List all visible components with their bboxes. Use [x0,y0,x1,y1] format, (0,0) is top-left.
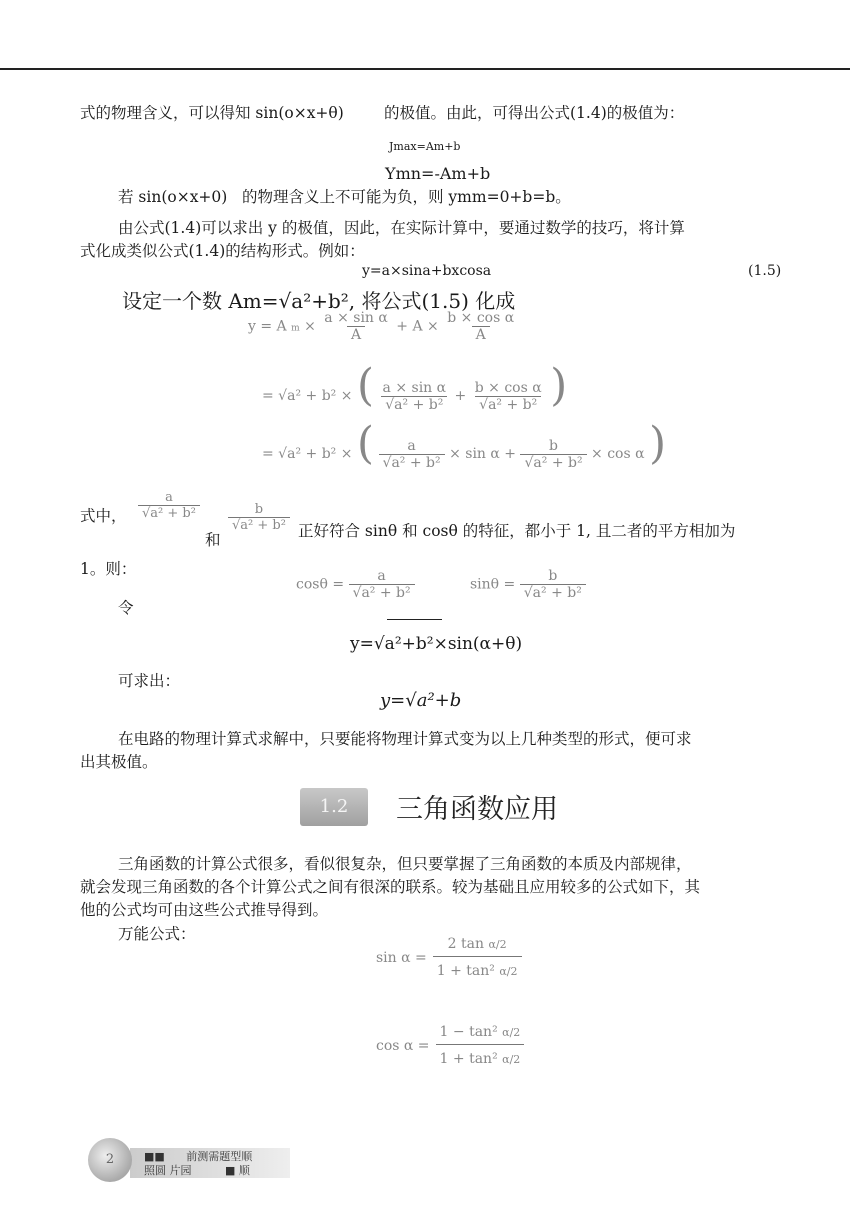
equation-ymin: Ymn=-Am+b [385,164,491,183]
fraction [471,380,546,413]
fraction-den: √a² + b² [138,505,200,521]
formula-cos-universal [376,1024,524,1067]
formula-line-3 [262,418,667,471]
paren: ( [356,418,375,469]
equation-jmax: Jmax=Am+b [389,140,461,153]
fraction-b [228,502,290,533]
text-line: 式中， [80,507,127,525]
equation-1-5: y=a×sina+bxcosa [362,263,492,279]
header-rule [0,68,850,70]
fraction-num: α/2 [502,1026,521,1039]
fraction [436,1024,525,1067]
fraction-num: a [165,490,173,505]
formula-text: = √a² + b² × [262,446,353,462]
section-title: 三角函数应用 [396,794,558,825]
paragraph-line: 就会发现三角函数的各个计算公式之间有很深的联系。较为基础且应用较多的公式如下，其 [80,878,701,896]
equation-y-result: y=√a²+b [380,690,462,711]
paragraph-line: 由公式(1.4)可以求出 y 的极值，因此，在实际计算中，要通过数学的技巧，将计算 [118,219,685,237]
fraction-num: b × cos α [474,379,542,396]
overline [387,619,442,620]
section-number-badge: 1.2 [300,788,368,826]
page-number-badge: 2 [88,1138,132,1182]
fraction-num: b [548,568,558,584]
text-line: 的物理含义上不可能为负，则 ymm=0+b=b。 [242,188,571,206]
text-line: 若 sin(o×x+0) [118,188,228,206]
text-line: 正好符合 sinθ 和 cosθ 的特征，都小于 1, 且二者的平方相加为 [298,522,736,540]
fraction-a [138,490,200,521]
sin-theta-def [470,568,586,601]
fraction [443,310,518,343]
formula-text: = √a² + b² × [262,388,353,404]
fraction-num: b × cos α [447,310,515,326]
equation-y-sin: y=√a²+b²×sin(α+θ) [350,634,523,654]
formula-text: sin α = [376,949,427,966]
subscript: m [291,323,300,334]
paragraph-line: 出其极值。 [80,753,158,771]
fraction [433,936,522,979]
cos-theta-def [296,568,415,601]
text-line: 和 [205,531,221,549]
fraction-den: √a² + b² [475,396,541,413]
fraction-den: A [347,326,365,343]
fraction-den: 1 + tan² [439,1051,498,1067]
equation-number: (1.5) [748,263,782,279]
fraction [320,310,392,343]
footer-label: ■■ [144,1150,165,1163]
paren: ) [649,418,667,469]
fraction-den: A [472,326,490,343]
formula-text: sinθ = [470,576,516,593]
footer-label: ■ 顺 [225,1164,250,1177]
formula-text: cos α = [376,1037,430,1054]
formula-line-1: y = A m × $\frac{\text{a × sin α}}{A}$ + A × $\frac{\text{b × cos α}}{A}$ [248,310,518,343]
fraction [520,438,586,471]
fraction-num: a [377,568,386,584]
text-line: 1。则： [80,560,137,578]
fraction-num: α/2 [488,938,507,951]
fraction [379,438,445,471]
fraction-num: 2 tan [447,936,485,952]
formula-sin-universal [376,936,522,979]
fraction-den: √a² + b² [520,454,586,471]
fraction-den: √a² + b² [379,454,445,471]
setup-line: 设定一个数 Am=√a²+b², 将公式(1.5) 化成 [122,289,516,313]
fraction-den: α/2 [499,965,518,978]
formula-text: × cos α [591,446,645,462]
paragraph-line: 在电路的物理计算式求解中，只要能将物理计算式变为以上几种类型的形式，便可求 [118,730,692,748]
fraction-den: √a² + b² [520,584,586,601]
fraction-num: b [254,502,264,517]
fraction-num: 1 − tan² [439,1024,498,1040]
footer-text [144,1162,250,1178]
fraction [379,380,451,413]
paren: ) [550,360,568,411]
text-line: 式的物理含义，可以得知 sin(o×x+θ) [80,104,344,122]
paragraph-line: 式化成类似公式(1.4)的结构形式。例如： [80,242,365,260]
paren: ( [356,360,375,411]
formula-text: y = A [248,318,287,335]
text-line: 令 [118,599,134,617]
fraction-num: a × sin α [382,379,447,396]
paragraph-line: 三角函数的计算公式很多，看似很复杂，但只要掌握了三角函数的本质及内部规律， [118,855,692,873]
fraction-num: a [407,437,416,454]
text-line: 可求出： [118,672,181,690]
fraction-den: 1 + tan² [436,963,495,979]
fraction-den: √a² + b² [381,396,447,413]
footer-label: 照圆 片园 [144,1164,192,1177]
formula-text: cosθ = [296,576,345,593]
fraction-den: √a² + b² [349,584,415,601]
footer-label: 前测需题型顺 [186,1150,253,1163]
text-line: 万能公式： [118,925,196,943]
fraction-den: √a² + b² [228,517,290,533]
paragraph-line: 他的公式均可由这些公式推导得到。 [80,901,329,919]
text-line: 的极值。由此，可得出公式(1.4)的极值为： [384,104,685,122]
fraction-den: α/2 [502,1053,521,1066]
fraction-num: b [549,437,559,454]
fraction-num: a × sin α [324,310,388,326]
formula-line-2: = √a² + b² × ( $\frac{\text{a × sin α}}{\text{√a² + b²}}$ + $\frac{\text{b × cos α}}{\text{√a² + b²}}$ ) [262,360,568,413]
formula-text: × sin α + [449,446,517,462]
